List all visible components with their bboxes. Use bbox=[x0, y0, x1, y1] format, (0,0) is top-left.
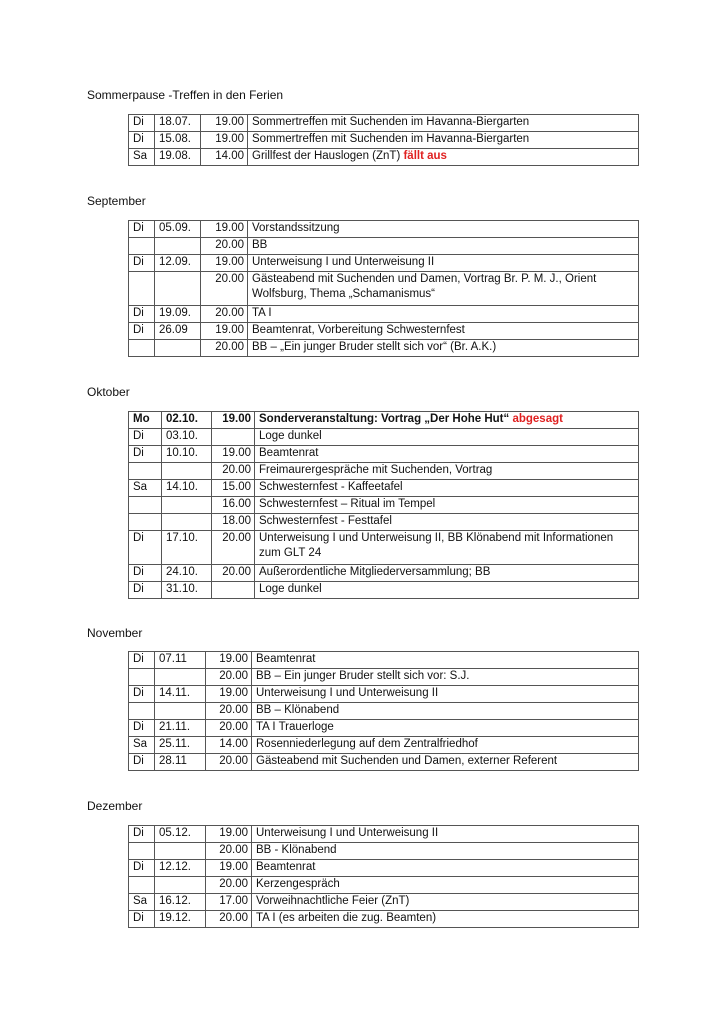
date-cell bbox=[155, 652, 206, 669]
date-cell-text: 17.10. bbox=[166, 532, 198, 544]
table-row bbox=[129, 480, 639, 497]
time-cell-text: 19.00 bbox=[215, 116, 244, 128]
time-cell bbox=[201, 115, 248, 132]
status-note: abgesagt bbox=[512, 413, 563, 425]
description-cell bbox=[248, 272, 639, 306]
description-cell bbox=[248, 221, 639, 238]
table-row bbox=[129, 412, 639, 429]
day-cell-text: Di bbox=[133, 447, 144, 459]
date-cell-text: 19.09. bbox=[159, 307, 191, 319]
date-cell-text: 10.10. bbox=[166, 447, 198, 459]
day-cell-text: Sa bbox=[133, 738, 148, 750]
time-cell-text: 19.00 bbox=[215, 256, 244, 268]
day-cell bbox=[129, 911, 155, 928]
description-cell-text: Rosenniederlegung auf dem Zentralfriedhof bbox=[256, 738, 478, 750]
description-cell bbox=[252, 652, 639, 669]
table-row bbox=[129, 894, 639, 911]
table-sommerpause bbox=[128, 114, 639, 166]
heading-november: November bbox=[87, 626, 143, 640]
date-cell bbox=[155, 720, 206, 737]
day-cell bbox=[129, 463, 162, 480]
time-cell bbox=[201, 149, 248, 166]
date-cell bbox=[155, 221, 201, 238]
description-cell-text: Beamtenrat bbox=[256, 861, 316, 873]
table-dezember bbox=[128, 825, 639, 928]
day-cell bbox=[129, 669, 155, 686]
date-cell bbox=[155, 132, 201, 149]
day-cell bbox=[129, 514, 162, 531]
time-cell bbox=[206, 894, 252, 911]
day-cell bbox=[129, 826, 155, 843]
date-cell bbox=[162, 446, 212, 463]
description-cell-text: BB – Klönabend bbox=[256, 704, 340, 716]
description-cell-text: Sommertreffen mit Suchenden im Havanna-Biergarten bbox=[252, 116, 530, 128]
description-cell bbox=[252, 686, 639, 703]
time-cell-text: 19.00 bbox=[222, 447, 251, 459]
description-cell-text: TA I bbox=[252, 307, 272, 319]
day-cell bbox=[129, 754, 155, 771]
date-cell-text: 02.10. bbox=[166, 413, 198, 425]
description-cell bbox=[252, 843, 639, 860]
day-cell bbox=[129, 272, 155, 306]
time-cell bbox=[212, 463, 255, 480]
day-cell-text: Di bbox=[133, 827, 144, 839]
time-cell-text: 20.00 bbox=[219, 844, 248, 856]
date-cell-text: 25.11. bbox=[159, 738, 191, 750]
time-cell-text: 14.00 bbox=[215, 150, 244, 162]
date-cell bbox=[155, 860, 206, 877]
time-cell bbox=[212, 429, 255, 446]
day-cell-text: Mo bbox=[133, 413, 150, 425]
time-cell-text: 19.00 bbox=[219, 653, 248, 665]
time-cell-text: 20.00 bbox=[219, 721, 248, 733]
day-cell-text: Di bbox=[133, 687, 144, 699]
day-cell-text: Di bbox=[133, 566, 144, 578]
time-cell bbox=[201, 221, 248, 238]
day-cell bbox=[129, 323, 155, 340]
time-cell-text: 19.00 bbox=[219, 827, 248, 839]
day-cell-text: Di bbox=[133, 861, 144, 873]
date-cell bbox=[162, 480, 212, 497]
date-cell-text: 19.12. bbox=[159, 912, 191, 924]
table-row bbox=[129, 323, 639, 340]
description-cell bbox=[252, 877, 639, 894]
day-cell bbox=[129, 531, 162, 565]
description-cell bbox=[255, 565, 639, 582]
date-cell-text: 12.12. bbox=[159, 861, 191, 873]
table-row bbox=[129, 238, 639, 255]
date-cell-text: 16.12. bbox=[159, 895, 191, 907]
day-cell-text: Di bbox=[133, 532, 144, 544]
day-cell-text: Di bbox=[133, 653, 144, 665]
day-cell bbox=[129, 703, 155, 720]
table-row bbox=[129, 429, 639, 446]
time-cell-text: 20.00 bbox=[219, 704, 248, 716]
description-cell-text: Loge dunkel bbox=[259, 583, 322, 595]
description-cell bbox=[255, 412, 639, 429]
date-cell bbox=[162, 582, 212, 599]
table-row bbox=[129, 754, 639, 771]
table-row bbox=[129, 497, 639, 514]
table-row bbox=[129, 652, 639, 669]
date-cell-text: 03.10. bbox=[166, 430, 198, 442]
date-cell bbox=[162, 531, 212, 565]
day-cell bbox=[129, 446, 162, 463]
heading-dezember: Dezember bbox=[87, 799, 143, 813]
day-cell bbox=[129, 221, 155, 238]
table-row bbox=[129, 582, 639, 599]
description-cell-text: Beamtenrat bbox=[256, 653, 316, 665]
description-cell-text: Beamtenrat, Vorbereitung Schwesternfest bbox=[252, 324, 465, 336]
day-cell-text: Di bbox=[133, 755, 144, 767]
date-cell bbox=[155, 669, 206, 686]
description-cell-text: Schwesternfest - Festtafel bbox=[259, 515, 392, 527]
day-cell bbox=[129, 497, 162, 514]
day-cell-text: Di bbox=[133, 256, 144, 268]
description-cell bbox=[248, 255, 639, 272]
time-cell-text: 20.00 bbox=[215, 341, 244, 353]
time-cell-text: 17.00 bbox=[219, 895, 248, 907]
table-row bbox=[129, 669, 639, 686]
table-row bbox=[129, 737, 639, 754]
time-cell-text: 19.00 bbox=[219, 861, 248, 873]
description-cell bbox=[252, 669, 639, 686]
date-cell bbox=[155, 911, 206, 928]
description-cell bbox=[248, 132, 639, 149]
time-cell bbox=[206, 877, 252, 894]
description-cell bbox=[252, 860, 639, 877]
time-cell-text: 16.00 bbox=[222, 498, 251, 510]
date-cell-text: 31.10. bbox=[166, 583, 198, 595]
day-cell bbox=[129, 860, 155, 877]
description-cell-text: Loge dunkel bbox=[259, 430, 322, 442]
table-row bbox=[129, 463, 639, 480]
description-cell bbox=[252, 894, 639, 911]
description-cell-text: Kerzengespräch bbox=[256, 878, 340, 890]
time-cell-text: 20.00 bbox=[222, 566, 251, 578]
description-cell-text: TA I (es arbeiten die zug. Beamten) bbox=[256, 912, 437, 924]
table-row bbox=[129, 911, 639, 928]
day-cell bbox=[129, 582, 162, 599]
description-cell bbox=[248, 340, 639, 357]
table-row bbox=[129, 149, 639, 166]
date-cell bbox=[155, 272, 201, 306]
day-cell bbox=[129, 115, 155, 132]
time-cell bbox=[212, 446, 255, 463]
description-cell bbox=[248, 115, 639, 132]
description-cell bbox=[252, 720, 639, 737]
time-cell-text: 20.00 bbox=[219, 878, 248, 890]
time-cell bbox=[206, 703, 252, 720]
date-cell-text: 15.08. bbox=[159, 133, 191, 145]
date-cell bbox=[155, 826, 206, 843]
time-cell-text: 15.00 bbox=[222, 481, 251, 493]
time-cell bbox=[212, 412, 255, 429]
time-cell-text: 20.00 bbox=[215, 239, 244, 251]
description-cell-text: TA I Trauerloge bbox=[256, 721, 334, 733]
time-cell-text: 20.00 bbox=[215, 273, 244, 285]
table-row bbox=[129, 446, 639, 463]
table-row bbox=[129, 843, 639, 860]
day-cell-text: Di bbox=[133, 583, 144, 595]
time-cell bbox=[201, 255, 248, 272]
date-cell-text: 07.11 bbox=[159, 653, 187, 665]
time-cell-text: 19.00 bbox=[215, 324, 244, 336]
time-cell-text: 20.00 bbox=[219, 912, 248, 924]
description-cell-text: Sommertreffen mit Suchenden im Havanna-Biergarten bbox=[252, 133, 530, 145]
date-cell bbox=[155, 754, 206, 771]
time-cell-text: 20.00 bbox=[222, 532, 251, 544]
date-cell-text: 14.10. bbox=[166, 481, 198, 493]
heading-sommerpause: Sommerpause -Treffen in den Ferien bbox=[87, 88, 284, 102]
time-cell bbox=[206, 860, 252, 877]
day-cell bbox=[129, 843, 155, 860]
table-row bbox=[129, 703, 639, 720]
day-cell bbox=[129, 412, 162, 429]
description-cell-text: Schwesternfest – Ritual im Tempel bbox=[259, 498, 436, 510]
day-cell bbox=[129, 429, 162, 446]
date-cell-text: 14.11. bbox=[159, 687, 191, 699]
day-cell-text: Sa bbox=[133, 481, 148, 493]
table-november bbox=[128, 651, 639, 771]
table-row bbox=[129, 686, 639, 703]
table-row bbox=[129, 826, 639, 843]
day-cell bbox=[129, 306, 155, 323]
time-cell bbox=[206, 686, 252, 703]
description-cell-text: BB - Klönabend bbox=[256, 844, 337, 856]
table-row bbox=[129, 221, 639, 238]
date-cell bbox=[155, 340, 201, 357]
day-cell bbox=[129, 132, 155, 149]
description-cell-text: Schwesternfest - Kaffeetafel bbox=[259, 481, 403, 493]
description-cell-text: Freimaurergespräche mit Suchenden, Vortrag bbox=[259, 464, 493, 476]
description-cell-text: BB bbox=[252, 239, 268, 251]
time-cell bbox=[201, 272, 248, 306]
description-cell bbox=[255, 446, 639, 463]
time-cell bbox=[206, 843, 252, 860]
date-cell-text: 12.09. bbox=[159, 256, 191, 268]
day-cell-text: Di bbox=[133, 430, 144, 442]
time-cell-text: 20.00 bbox=[219, 755, 248, 767]
day-cell bbox=[129, 877, 155, 894]
description-cell bbox=[255, 497, 639, 514]
time-cell-text: 14.00 bbox=[219, 738, 248, 750]
description-cell-text: BB – „Ein junger Bruder stellt sich vor“ (Br. A.K.) bbox=[252, 341, 497, 353]
time-cell bbox=[201, 306, 248, 323]
description-cell bbox=[252, 703, 639, 720]
time-cell bbox=[212, 480, 255, 497]
day-cell-text: Di bbox=[133, 133, 144, 145]
day-cell-text: Di bbox=[133, 721, 144, 733]
time-cell bbox=[212, 531, 255, 565]
day-cell-text: Di bbox=[133, 912, 144, 924]
description-cell-text: Sonderveranstaltung: Vortrag „Der Hohe Hut“ bbox=[259, 413, 513, 425]
date-cell bbox=[155, 149, 201, 166]
time-cell bbox=[206, 737, 252, 754]
day-cell bbox=[129, 737, 155, 754]
day-cell bbox=[129, 894, 155, 911]
description-cell bbox=[255, 429, 639, 446]
day-cell-text: Di bbox=[133, 307, 144, 319]
time-cell bbox=[206, 911, 252, 928]
day-cell bbox=[129, 149, 155, 166]
date-cell bbox=[162, 429, 212, 446]
time-cell-text: 19.00 bbox=[222, 413, 251, 425]
description-cell bbox=[255, 531, 639, 565]
date-cell-text: 05.09. bbox=[159, 222, 191, 234]
date-cell bbox=[162, 463, 212, 480]
date-cell bbox=[162, 412, 212, 429]
table-row bbox=[129, 531, 639, 565]
description-cell bbox=[255, 582, 639, 599]
date-cell bbox=[162, 514, 212, 531]
date-cell-text: 05.12. bbox=[159, 827, 191, 839]
day-cell bbox=[129, 340, 155, 357]
table-september bbox=[128, 220, 639, 357]
date-cell bbox=[155, 894, 206, 911]
day-cell bbox=[129, 686, 155, 703]
description-cell bbox=[248, 149, 639, 166]
day-cell-text: Di bbox=[133, 222, 144, 234]
day-cell-text: Di bbox=[133, 116, 144, 128]
date-cell-text: 24.10. bbox=[166, 566, 198, 578]
date-cell bbox=[155, 686, 206, 703]
time-cell-text: 19.00 bbox=[215, 133, 244, 145]
table-row bbox=[129, 132, 639, 149]
heading-september: September bbox=[87, 194, 146, 208]
table-oktober bbox=[128, 411, 639, 599]
time-cell bbox=[212, 565, 255, 582]
description-cell-text: Gästeabend mit Suchenden und Damen, Vortrag Br. P. M. J., Orient Wolfsburg, Thema „Schamanismus“ bbox=[252, 273, 597, 300]
description-cell bbox=[248, 323, 639, 340]
time-cell-text: 19.00 bbox=[215, 222, 244, 234]
day-cell-text: Sa bbox=[133, 150, 148, 162]
time-cell bbox=[206, 826, 252, 843]
day-cell bbox=[129, 652, 155, 669]
table-row bbox=[129, 115, 639, 132]
time-cell-text: 20.00 bbox=[215, 307, 244, 319]
table-row bbox=[129, 272, 639, 306]
description-cell bbox=[255, 463, 639, 480]
date-cell bbox=[155, 323, 201, 340]
date-cell bbox=[155, 843, 206, 860]
description-cell-text: Gästeabend mit Suchenden und Damen, externer Referent bbox=[256, 755, 558, 767]
date-cell-text: 19.08. bbox=[159, 150, 191, 162]
time-cell-text: 20.00 bbox=[222, 464, 251, 476]
date-cell bbox=[155, 877, 206, 894]
table-row bbox=[129, 255, 639, 272]
time-cell bbox=[201, 132, 248, 149]
date-cell bbox=[155, 703, 206, 720]
description-cell-text: Vorstandssitzung bbox=[252, 222, 340, 234]
date-cell bbox=[155, 115, 201, 132]
description-cell-text: Unterweisung I und Unterweisung II bbox=[256, 827, 439, 839]
description-cell bbox=[255, 480, 639, 497]
date-cell-text: 26.09 bbox=[159, 324, 188, 336]
time-cell bbox=[206, 720, 252, 737]
day-cell-text: Sa bbox=[133, 895, 148, 907]
time-cell bbox=[201, 323, 248, 340]
day-cell bbox=[129, 565, 162, 582]
description-cell bbox=[255, 514, 639, 531]
day-cell-text: Di bbox=[133, 324, 144, 336]
table-row bbox=[129, 720, 639, 737]
date-cell-text: 21.11. bbox=[159, 721, 191, 733]
date-cell bbox=[162, 497, 212, 514]
table-row bbox=[129, 565, 639, 582]
table-row bbox=[129, 860, 639, 877]
date-cell bbox=[155, 737, 206, 754]
description-cell bbox=[252, 826, 639, 843]
description-cell-text: Unterweisung I und Unterweisung II bbox=[252, 256, 435, 268]
date-cell bbox=[155, 306, 201, 323]
day-cell bbox=[129, 720, 155, 737]
description-cell-text: Unterweisung I und Unterweisung II, BB Klönabend mit Informationen zum GLT 24 bbox=[259, 532, 614, 559]
description-cell bbox=[252, 754, 639, 771]
description-cell bbox=[252, 737, 639, 754]
description-cell-text: Beamtenrat bbox=[259, 447, 319, 459]
time-cell bbox=[201, 340, 248, 357]
heading-oktober: Oktober bbox=[87, 385, 130, 399]
day-cell bbox=[129, 255, 155, 272]
table-row bbox=[129, 306, 639, 323]
day-cell bbox=[129, 238, 155, 255]
time-cell bbox=[212, 514, 255, 531]
time-cell-text: 20.00 bbox=[219, 670, 248, 682]
time-cell bbox=[201, 238, 248, 255]
description-cell-text: Vorweihnachtliche Feier (ZnT) bbox=[256, 895, 410, 907]
time-cell bbox=[206, 669, 252, 686]
time-cell bbox=[206, 754, 252, 771]
date-cell-text: 28.11 bbox=[159, 755, 187, 767]
description-cell bbox=[252, 911, 639, 928]
table-row bbox=[129, 514, 639, 531]
time-cell-text: 19.00 bbox=[219, 687, 248, 699]
date-cell bbox=[155, 255, 201, 272]
description-cell-text: BB – Ein junger Bruder stellt sich vor: S.J. bbox=[256, 670, 470, 682]
date-cell bbox=[162, 565, 212, 582]
date-cell-text: 18.07. bbox=[159, 116, 191, 128]
time-cell bbox=[206, 652, 252, 669]
description-cell-text: Unterweisung I und Unterweisung II bbox=[256, 687, 439, 699]
description-cell bbox=[248, 306, 639, 323]
description-cell-text: Außerordentliche Mitgliederversammlung; BB bbox=[259, 566, 491, 578]
time-cell-text: 18.00 bbox=[222, 515, 251, 527]
description-cell bbox=[248, 238, 639, 255]
table-row bbox=[129, 340, 639, 357]
table-row bbox=[129, 877, 639, 894]
time-cell bbox=[212, 582, 255, 599]
status-note: fällt aus bbox=[403, 150, 447, 162]
time-cell bbox=[212, 497, 255, 514]
description-cell-text: Grillfest der Hauslogen (ZnT) bbox=[252, 150, 404, 162]
day-cell bbox=[129, 480, 162, 497]
date-cell bbox=[155, 238, 201, 255]
